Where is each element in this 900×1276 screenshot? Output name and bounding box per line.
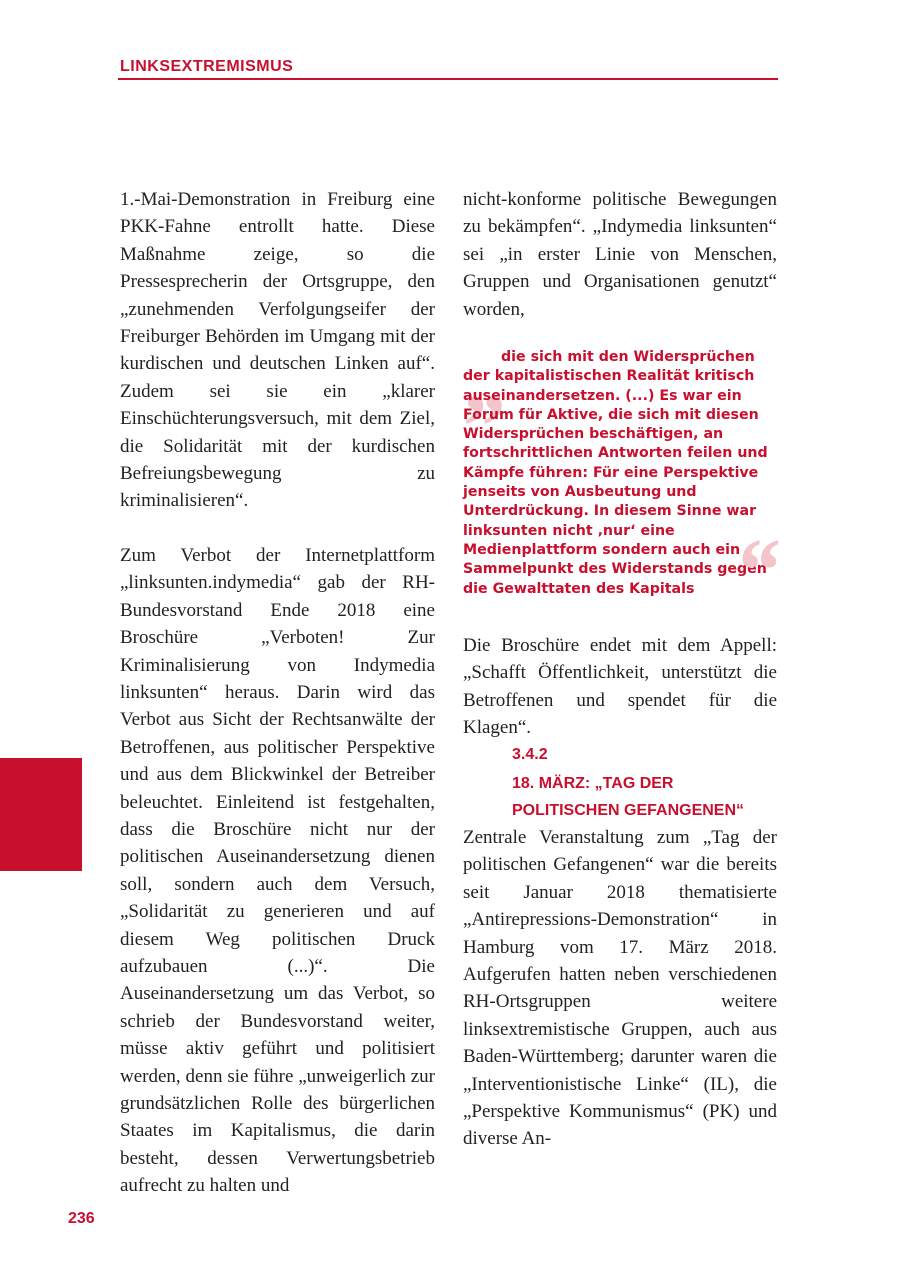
running-header: LINKSEXTREMISMUS (120, 58, 294, 75)
header-rule (118, 78, 778, 80)
section-heading (512, 770, 792, 824)
right-column-intro (463, 186, 777, 323)
right-column-closing (463, 632, 777, 742)
paragraph-appeal: Die Broschüre endet mit dem Appell: „Schafft Öffentlichkeit, unterstützt die Betroffenen und spendet für die Klagen“. (463, 635, 777, 739)
pull-quote-text: die sich mit den Widersprüchen der kapitalistischen Realität kritisch auseinandersetzen. (...) Es war ein Forum für Aktive, die sich mit diesen Widersprüchen beschäftigen, an fortschrittlichen Antworten feilen und Kämpfe führen: Für eine Perspektive jenseits von Ausbeutung und Unterdrückung. In diesem Sinne war linksunten nicht ‚nur‘ eine Medienplattform sondern auch ein Sammelpunkt des Widerstands gegen die Gewalttaten des Kapitals (463, 349, 768, 597)
paragraph-political-prisoners-day: Zentrale Veranstaltung zum „Tag der politischen Gefangenen“ war die bereits seit Januar 2018 thematisierte „Antirepressions-Demonstration“ in Hamburg vom 17. März 2018. Aufgerufen hatten neben verschiedenen RH-Ortsgruppen weitere linksextremistische Gruppen, auch aus Baden-Württemberg; darunter waren die „Interventionistische Linke“ (IL), die „Perspektive Kommunismus“ (PK) und diverse An- (463, 827, 777, 1150)
chapter-tab-marker (0, 758, 82, 871)
section-heading-line-1: 18. MÄRZ: „TAG DER (512, 775, 674, 792)
quote-close-mark: “ (734, 521, 779, 620)
paragraph-indymedia-usage: nicht-konforme politische Bewegungen zu bekämpfen“. „Indymedia linksunten“ sei „in erster Linie von Menschen, Gruppen und Organisationen genutzt“ worden, (463, 189, 777, 320)
paragraph-indymedia-brochure: Zum Verbot der Internetplattform „linksunten.indymedia“ gab der RH-Bundesvorstand Ende 2018 eine Broschüre „Verboten! Zur Kriminalisierung von Indymedia linksunten“ heraus. Darin wird das Verbot aus Sicht der Rechtsanwälte der Betroffenen, aus politischer Perspektive und aus dem Blickwinkel der Betreiber beleuchtet. Einleitend ist festgehalten, dass die Broschüre nicht nur der politischen Auseinandersetzung dienen soll, sondern auch dem Versuch, „Solidarität zu generieren und auf diesem Weg politischen Druck aufzubauen (...)“. Die Auseinandersetzung um das Verbot, so schrieb der Bundesvorstand weiter, müsse aktiv geführt und politisiert werden, denn sie führe „unweigerlich zur grundsätzlichen Rolle des bürgerlichen Staates im Kapitalismus, die darin besteht, dessen Verwertungsbetrieb aufrecht zu halten und (120, 544, 435, 1197)
page-number: 236 (68, 1210, 95, 1227)
quote-open-mark: „ (466, 331, 511, 430)
right-column-section-body (463, 824, 777, 1153)
section-number: 3.4.2 (512, 746, 548, 763)
section-heading-line-2: POLITISCHEN GEFANGENEN“ (512, 802, 745, 819)
left-column (120, 186, 435, 1200)
paragraph-pkk-flag: 1.-Mai-Demonstration in Freiburg eine PKK-Fahne entrollt hatte. Diese Maßnahme zeige, so die Pressesprecherin der Ortsgruppe, den „zunehmenden Verfolgungseifer der Freiburger Behörden im Umgang mit der kurdischen und deutschen Linken auf“. Zudem sei sie ein „klarer Einschüchterungsversuch, mit dem Ziel, die Solidarität mit der kurdischen Befreiungsbewegung zu kriminalisieren“. (120, 189, 435, 512)
